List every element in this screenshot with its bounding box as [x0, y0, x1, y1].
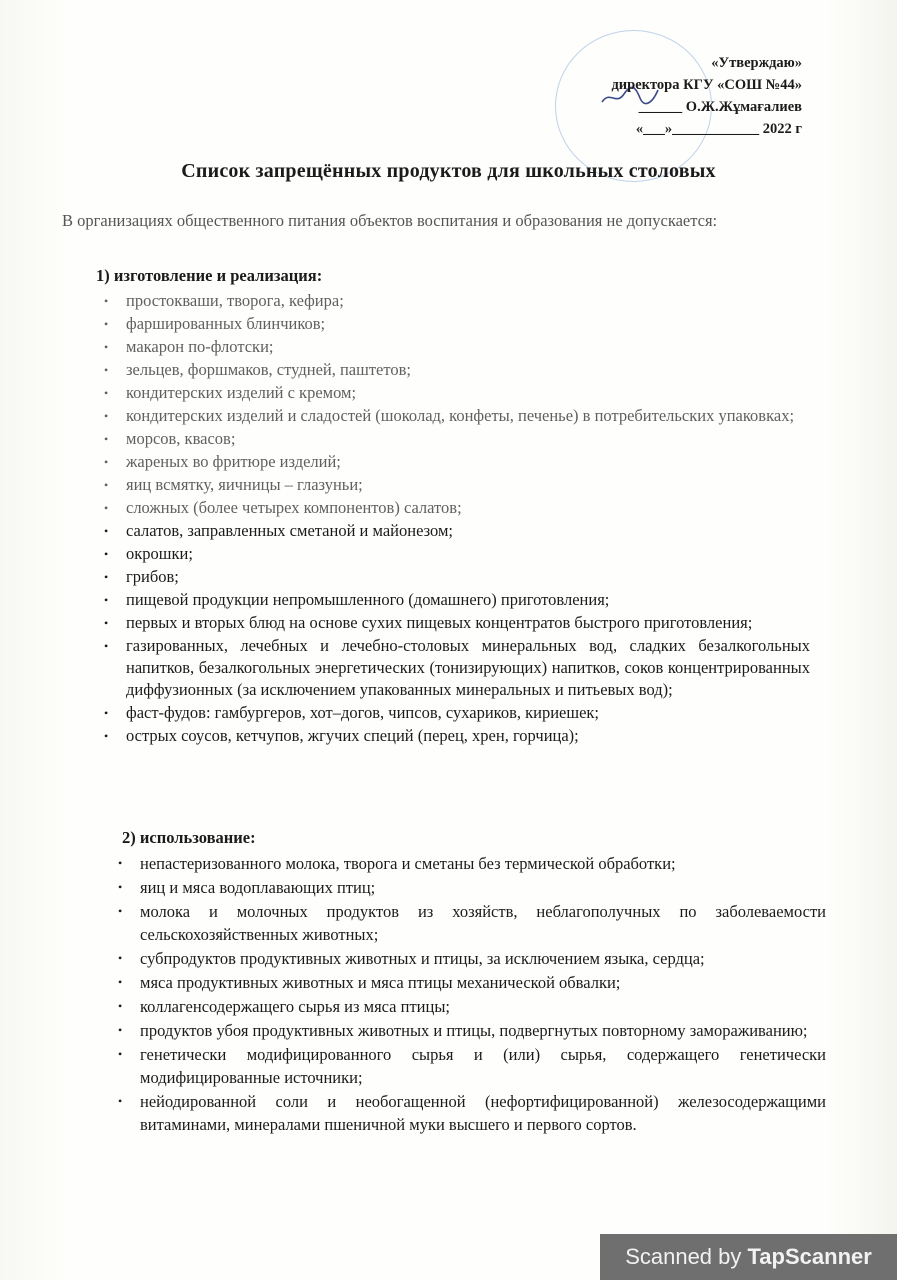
approval-line-2: директора КГУ «СОШ №44» — [611, 77, 802, 93]
list-item-text: мяса продуктивных животных и мяса птицы механической обвалки; — [140, 973, 621, 992]
list-item — [100, 520, 810, 542]
bullet-icon: • — [104, 432, 109, 446]
section-1-list — [100, 290, 810, 748]
watermark-brand: TapScanner — [747, 1244, 872, 1269]
list-item-text: коллагенсодержащего сырья из мяса птицы; — [140, 997, 451, 1016]
bullet-icon: • — [104, 547, 109, 561]
bullet-icon: • — [104, 363, 109, 377]
list-item — [100, 589, 810, 611]
bullet-icon: • — [104, 409, 109, 423]
bullet-icon: • — [118, 904, 123, 918]
scanner-watermark — [600, 1234, 897, 1280]
list-item — [114, 900, 826, 946]
list-item — [114, 876, 826, 899]
bullet-icon: • — [118, 856, 123, 870]
list-item-text: первых и вторых блюд на основе сухих пищевых концентратов быстрого приготовления; — [126, 613, 753, 632]
list-item — [114, 1019, 826, 1042]
approval-line-1: «Утверждаю» — [711, 55, 802, 71]
list-item — [100, 428, 810, 450]
bullet-icon: • — [118, 999, 123, 1013]
list-item — [100, 313, 810, 335]
list-item-text: продуктов убоя продуктивных животных и птицы, подвергнутых повторному замораживанию; — [140, 1021, 808, 1040]
bullet-icon: • — [104, 616, 109, 630]
list-item — [100, 382, 810, 404]
list-item-text: фаст-фудов: гамбургеров, хот–догов, чипсов, сухариков, кириешек; — [126, 703, 600, 722]
document-title: Список запрещённых продуктов для школьных столовых — [181, 160, 716, 182]
bullet-icon: • — [118, 1023, 123, 1037]
list-item-text: макарон по-флотски; — [126, 337, 274, 356]
list-item — [114, 852, 826, 875]
intro-paragraph: В организациях общественного питания объектов воспитания и образования не допускается: — [62, 211, 718, 230]
list-item-text: генетически модифицированного сырья и (или) сырья, содержащего генетически модифицированные источники; — [140, 1045, 826, 1087]
bullet-icon: • — [104, 294, 109, 308]
bullet-icon: • — [104, 706, 109, 720]
bullet-icon: • — [118, 951, 123, 965]
list-item — [100, 336, 810, 358]
bullet-icon: • — [118, 880, 123, 894]
list-item — [100, 451, 810, 473]
bullet-icon: • — [104, 455, 109, 469]
bullet-icon: • — [104, 639, 109, 653]
list-item — [114, 995, 826, 1018]
bullet-icon: • — [118, 1094, 123, 1108]
section-1-heading: 1) изготовление и реализация: — [96, 266, 323, 285]
list-item-text: субпродуктов продуктивных животных и птицы, за исключением языка, сердца; — [140, 949, 705, 968]
list-item — [100, 725, 810, 747]
section-2-list — [114, 852, 826, 1137]
list-item-text: салатов, заправленных сметаной и майонезом; — [126, 521, 453, 540]
list-item — [100, 543, 810, 565]
list-item — [100, 290, 810, 312]
list-item-text: острых соусов, кетчупов, жгучих специй (перец, хрен, горчица); — [126, 726, 579, 745]
list-item — [100, 612, 810, 634]
list-item — [100, 497, 810, 519]
approval-line-4: «___»____________ 2022 г — [635, 121, 802, 137]
list-item-text: морсов, квасов; — [126, 429, 236, 448]
list-item-text: яиц и мяса водоплавающих птиц; — [140, 878, 376, 897]
bullet-icon: • — [104, 524, 109, 538]
approval-block — [502, 52, 802, 140]
list-item — [114, 971, 826, 994]
list-item — [100, 702, 810, 724]
list-item-text: простокваши, творога, кефира; — [126, 291, 344, 310]
list-item-text: пищевой продукции непромышленного (домашнего) приготовления; — [126, 590, 610, 609]
list-item — [100, 359, 810, 381]
list-item-text: жареных во фритюре изделий; — [126, 452, 341, 471]
list-item-text: грибов; — [126, 567, 179, 586]
list-item-text: зельцев, форшмаков, студней, паштетов; — [126, 360, 411, 379]
list-item-text: непастеризованного молока, творога и сметаны без термической обработки; — [140, 854, 676, 873]
list-item — [100, 566, 810, 588]
list-item-text: окрошки; — [126, 544, 193, 563]
bullet-icon: • — [104, 570, 109, 584]
list-item — [114, 1090, 826, 1136]
bullet-icon: • — [118, 1047, 123, 1061]
list-item — [100, 405, 810, 427]
list-item-text: фаршированных блинчиков; — [126, 314, 326, 333]
bullet-icon: • — [104, 729, 109, 743]
list-item — [114, 1043, 826, 1089]
list-item-text: кондитерских изделий с кремом; — [126, 383, 357, 402]
bullet-icon: • — [104, 317, 109, 331]
bullet-icon: • — [104, 340, 109, 354]
bullet-icon: • — [104, 501, 109, 515]
approval-line-3: ______ О.Ж.Жұмағалиев — [638, 99, 802, 115]
bullet-icon: • — [118, 975, 123, 989]
list-item — [100, 635, 810, 701]
list-item-text: нейодированной соли и необогащенной (нефортифицированной) железосодержащими витаминами, минералами пшеничной муки высшего и первого сортов. — [140, 1092, 826, 1134]
list-item-text: кондитерских изделий и сладостей (шоколад, конфеты, печенье) в потребительских упаковках; — [126, 406, 795, 425]
bullet-icon: • — [104, 386, 109, 400]
list-item-text: молока и молочных продуктов из хозяйств, неблагополучных по заболеваемости сельскохозяйственных животных; — [140, 902, 826, 944]
watermark-prefix: Scanned by — [625, 1244, 748, 1269]
section-2-heading: 2) использование: — [122, 828, 256, 847]
list-item — [114, 947, 826, 970]
list-item-text: сложных (более четырех компонентов) салатов; — [126, 498, 462, 517]
bullet-icon: • — [104, 593, 109, 607]
list-item-text: яиц всмятку, яичницы – глазуньи; — [126, 475, 363, 494]
list-item — [100, 474, 810, 496]
bullet-icon: • — [104, 478, 109, 492]
list-item-text: газированных, лечебных и лечебно-столовых минеральных вод, сладких безалкогольных напитков, безалкогольных энергетических (тонизирующих) напитков, соков концентрированных диффузионных (за исключением упакованных минеральных и питьевых вод); — [126, 636, 810, 699]
